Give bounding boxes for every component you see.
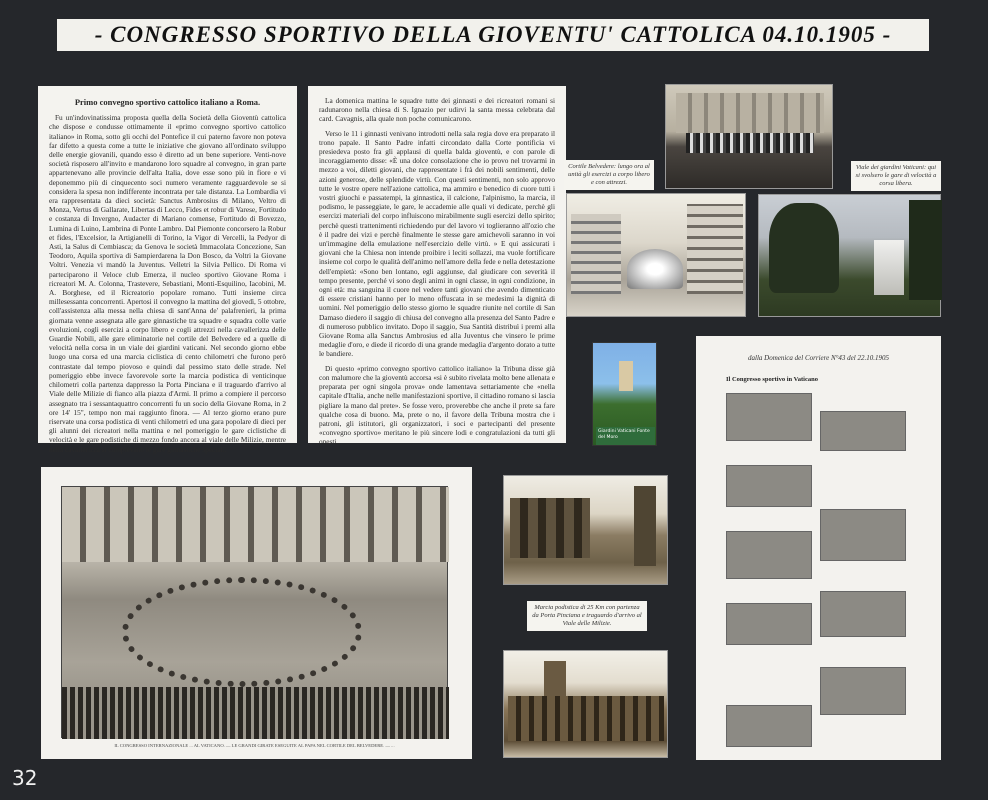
crowd <box>686 133 814 153</box>
market-arcades <box>508 696 664 741</box>
center-article <box>308 86 566 447</box>
spectators <box>62 687 449 739</box>
right-building <box>687 204 743 294</box>
newspaper-photo <box>820 591 906 637</box>
newspaper-header: dalla Domenica del Corriere N°43 del 22.10.1905 <box>748 354 889 362</box>
left-article <box>38 86 297 454</box>
tower <box>619 361 633 391</box>
newspaper-right-column <box>820 381 906 741</box>
newspaper-headline: Il Congresso sportivo in Vaticano <box>726 376 818 383</box>
arches <box>510 498 590 558</box>
markets-photo <box>503 650 668 758</box>
center-article-paragraph: La domenica mattina le squadre tutte dei ginnasti e dei ricreatori romani si radunarono nella chiesa di S. Ignazio per udirvi la santa messa celebrata dal card. Cavagnis, alla quale non poche comunicarono. <box>319 96 555 124</box>
building-facade <box>676 93 824 133</box>
vatican-gardens-card <box>592 342 657 446</box>
fountain-courtyard-photo <box>566 193 746 317</box>
courtyard-facade <box>62 487 449 562</box>
fountain <box>627 249 683 289</box>
ruins-photo <box>503 475 668 585</box>
tree-right <box>909 200 942 300</box>
center-article-paragraph: Di questo «primo convegno sportivo cattolico italiano» la Tribuna disse già con malumore che la gioventù accorsa «si è subito rivelata molto bene allenata e preparata per ogni singola prova» onde lamentava settariamente che «nella capitale d'Italia, anche nelle manifestazioni sportive, il cittadino romano si lascia pigliare la mano dal prete». Se fosse vero, proverebbe che anche il prete sa fare qualche cosa di buono. Ma, prete o no, il favore della Tribuna mostra che i patroni, gli istitutori, gli organizzatori, i soci e partecipanti del presente «convegno sportivo» meritano le più sincere lodi e congratulazioni da tutti gli onesti. <box>319 363 555 447</box>
newspaper-photo <box>726 393 812 441</box>
tree-left <box>769 203 839 293</box>
newspaper-photo <box>726 705 812 747</box>
left-article-paragraph: Fu un'indovinatissima proposta quella della Società della Gioventù cattolica che dispose e condusse ottimamente il «primo convegno sportivo cattolico italiano» in Roma, sotto gli occhi del Pontefice il cui paterno favore non poteva far difetto a questa come a tutte le iniziative che giovano all'ordinato sviluppo delle energie giovanili, quando esso è diretto ad un bene superiore. Venti-nove società risposero all'invito e mandarono loro squadre al convegno, in gran parte appartenevano alle provincie dell'alta Italia, dove esse sono più in fiore e vi deponemmo più di cinquecento soci numero veramente ragguardevole se si considera la spesa non indifferente incontrata per tale distanza. La Lombardia vi era rappresentata da dieci società: Sanctus Ambrosius di Milano, Veltro di Monza, Vertus di Gallarate, Libertas di Lecco, Fides et robur di Varese, Fortitudo e costanza di Invergno, Audacter di Mariano comense, Fortitudo di Bovezzo, Lumina di Luino, Lambrina di Ponte Lambro. Dal Piemonte concorsero la Robur et fides, l'Excelsior, la Artigianelli di Torino, la Vigor di Vercelli, la Pedyor di Asti, la Salus di Cembiasca; da Genova le società Immacolata Concezione, San Teodoro, Aquila sportiva di Sampierdarena la Don Bosco, da Voltri la Giovane Voltri. Venezia vi mandò la Juventus. Velletri la Silvia Pellico. Di Roma vi parteciparono il Veloce club Emerza, il nucleo sportivo Giovane Roma i ricreatori M. A. Colonna, Trastevere, Sebastiani, Monti-Esquilino, Iacobini, M. A. Borghese, ed il Ricreatorio popolare romano. Tutti insieme circa millesessanta concorrenti. Apertosi il convegno la mattina del giovedì, 5 ottobre, coll'assistenza alla messa nella chiesa di sant'Anna de' palafrenieri, la prima giornata venne assegnata alle gare ginnastiche tra squadre e squadra colle varie evoluzioni, cogli esercizi a corpo libero e cogli attrezzi nella cavallerizza delle Guardie Nobili, alle gare eliminatorie nel cortile del Belvedere ed a quelle di velocità nella corsa in un viale dei giardini vaticani. Nel secondo giorno ebbe luogo una corsa ed una marcia ciclistica di cento chilometri che furono però contrastate dal tempo piovoso e quindi dal pessimo stato delle strade. Nel pomeriggio ebbe invece favorevole sorte la marcia podistica di venticinque chilometri colla partenza dappresso la Porta Pinciana e il traguardo d'arrivo al Viale delle Milizie di fianco alla piazza d'Armi. Il primo a compiere il percorso assegnato tra i sessantaquattro concorrenti fu un socio della Giovane Roma, in 2 ore 14' 15", tempo non mai raggiunto finora. — Al terzo giorno erano pure riservate una corsa podistica di venti chilometri ed una gara popolare di dieci per gli alunni dei ricreatori nella mattina e nel pomeriggio le gare ciclistiche di velocità e le gare podistiche di mezzo fondo ancora al viale delle Milizie, mentre nella cavallerizza si compievano le gare ginnastiche speciali. <box>49 113 286 454</box>
newspaper-photo <box>726 465 812 507</box>
belvedere-courtyard-photo <box>61 486 448 738</box>
newspaper-clipping <box>696 336 941 760</box>
newspaper-photo <box>820 667 906 715</box>
papal-audience-photo <box>665 84 833 189</box>
page-title: - CONGRESSO SPORTIVO DELLA GIOVENTU' CATTOLICA 04.10.1905 - <box>57 19 929 51</box>
big-photo-frame <box>41 467 472 759</box>
tower-ruin <box>544 661 566 701</box>
card-label: Giardini Vaticani Fonte del Moro <box>596 427 655 445</box>
newspaper-photo <box>726 531 812 579</box>
caption-belvedere: Cortile Belvedere: lungo ora al unità gli esercizi a corpo libero e con attrezzi. <box>564 160 654 190</box>
newspaper-left-column <box>726 381 812 741</box>
statue <box>874 240 904 295</box>
left-building <box>571 214 621 294</box>
newspaper-photo <box>820 509 906 561</box>
left-article-heading: Primo convegno sportivo cattolico italiano a Roma. <box>74 97 261 107</box>
gymnasts-circle <box>122 577 362 687</box>
page-number: 32 <box>12 766 38 790</box>
newspaper-photo <box>820 411 906 451</box>
center-article-paragraph: Verso le 11 i ginnasti venivano introdotti nella sala regia dove era preparato il trono papale. Il Santo Padre infatti circondato dalla Corte pontificia vi presiedeva posto fra gli applausi di quella balda gioventù, e con parole di incoraggiamento disse: «È una dolce consolazione che io provo nel trovarmi in mezzo a voi, diletti giovani, che rappresentate i frà dei nobili sentimenti, delle azioni generose, delle splendide virtù. Con questi sentimenti, non solo approvo tutte le vostre opere nell'azione cattolica, ma ammiro e benedico di cuore tutti i vostri giuochi e passatempi, la ginnastica, il calcione, l'alpinismo, la marcia, il podismo, le passeggiate, le gare, le accademie alle quali vi dedicate, perchè gli esercizi materiali del corpo influiscono mirabilmente sugli esercizi dello spirito; perchè questi trattenimenti richiedendo pur del lavoro vi toglieranno all'ozio che è il padre dei vizi e perchè finalmente le stesse gare amichevoli saranno in voi un'immagine della emulazione nell'esercizio delle virtù. » E qui assicurati i giovani che la Chiesa non intende proibire i leciti sollazzi, ma vuole fortificare insieme col corpo le qualità dell'animo nell'amore della fede e nella detestazione dell'empietà: «Sono ben lontano, egli aggiunse, dal giudicare con severità il tempo presente, perché vi sono degli animi in ogni classe, in ogni condizione, in ogni età: ma sanguina il cuore nel vedere tanti giovani che avendo dimenticato di essere cristiani hanno per lo meno offuscata in se medesimi la dignità di uomini. Nel pomeriggio dello stesso giorno le squadre riunite nel cortile di San Damaso diedero il saggio di chiusa del convegno alla presenza del Santo Padre e di numeroso pubblico invitato. Dopo il saggio, Sua Santità distribuì i premi alla Giovane Roma alla Sanctus Ambrosius ed alla Juventus che vinsero le prime medaglie d'oro, e diede il ricordo di una grande medaglia d'argento dorato a tutte le bandiere. <box>319 128 555 359</box>
caption-viale: Viale dei giardini Vaticani: qui si svolsero le gare di velocità a corsa libera. <box>851 161 941 191</box>
tree <box>634 486 656 566</box>
newspaper-photo <box>726 603 812 645</box>
caption-marcia: Marcia podistica di 25 Km con partenza da Porta Pinciana e traguardo d'arrivo al Viale delle Milizie. <box>527 601 647 631</box>
garden-statue-photo <box>758 194 941 317</box>
big-photo-caption: IL CONGRESSO INTERNAZIONALE ... AL VATICANO. — LE GRANDI GIRATE ESEGUITE AL PAPA NEL CORTILE DEL BELVEDERE. — ... <box>114 743 395 748</box>
